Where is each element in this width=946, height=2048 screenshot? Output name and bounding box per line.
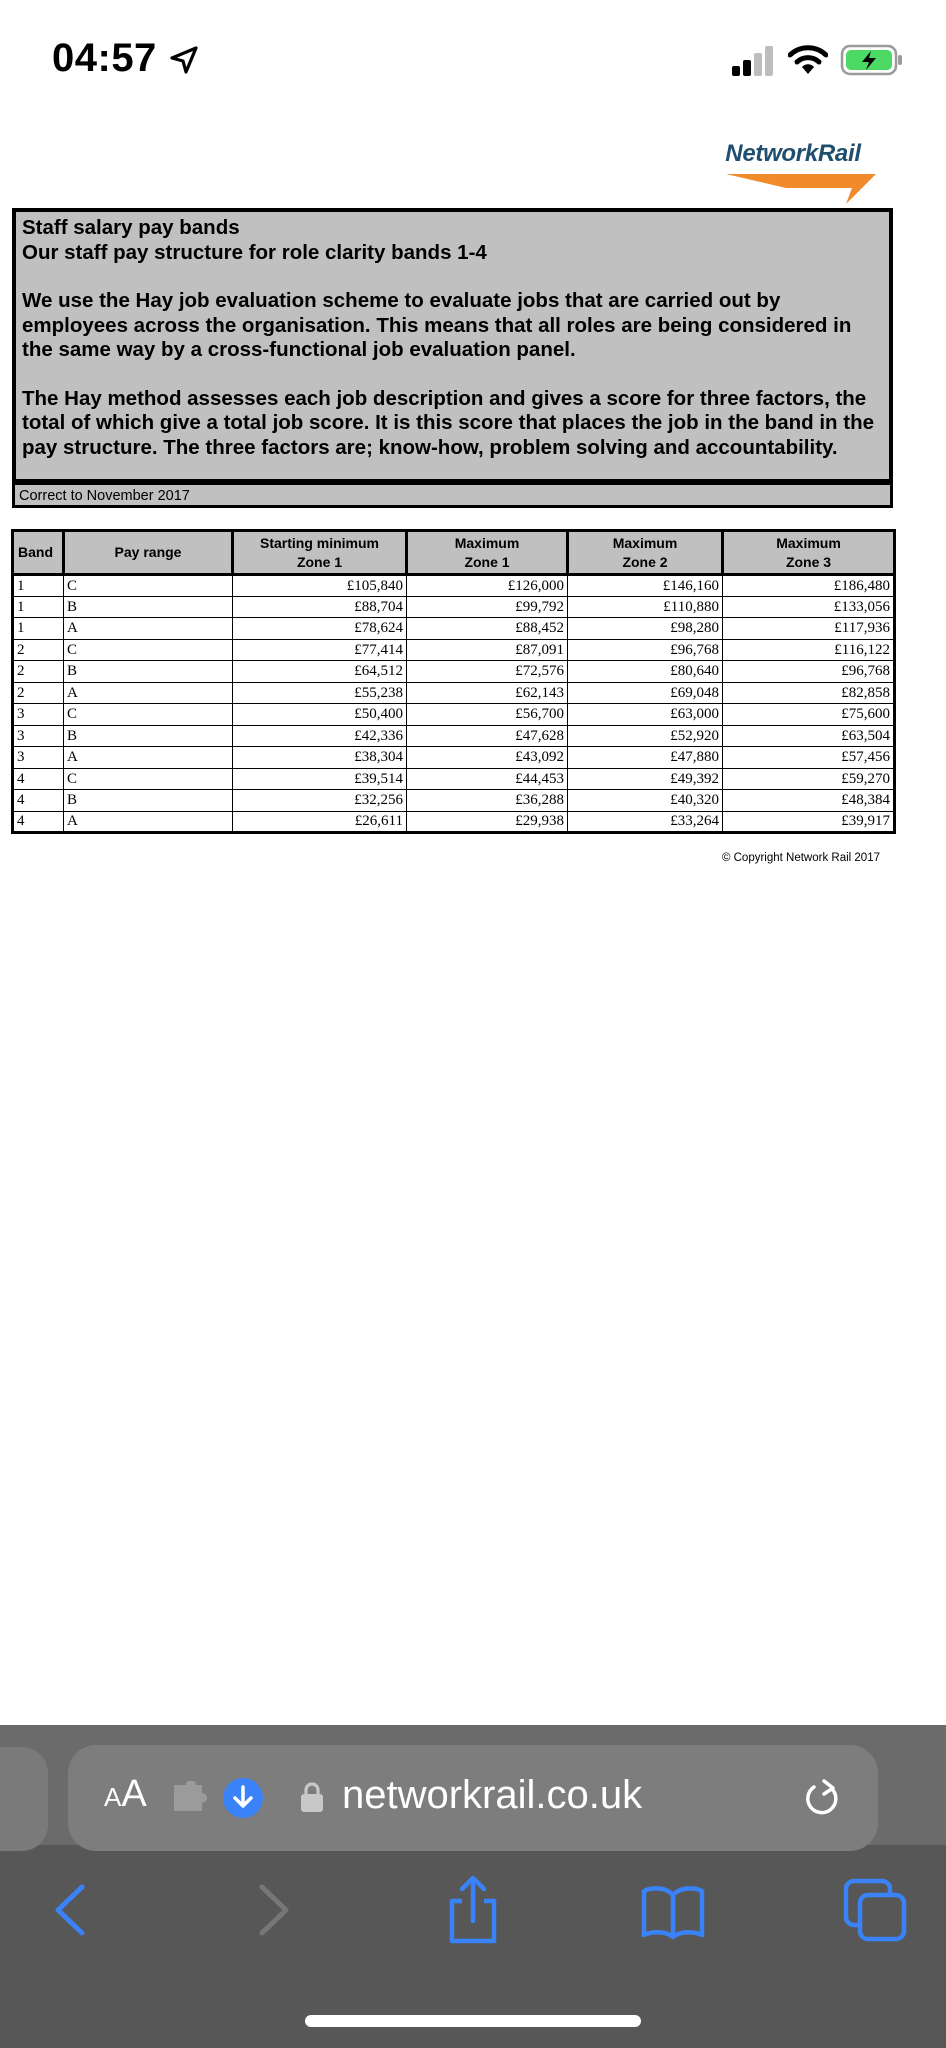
cell-starting-min-zone1: £38,304 (233, 747, 407, 769)
cell-band: 4 (13, 768, 64, 790)
cell-pay-range: A (64, 618, 233, 640)
header-max-zone1: Maximum Zone 1 (407, 531, 568, 575)
table-row (13, 639, 895, 661)
cell-max-zone3: £117,936 (723, 618, 895, 640)
cell-pay-range: B (64, 661, 233, 683)
cell-band: 1 (13, 596, 64, 618)
cellular-signal-icon (732, 46, 776, 76)
cell-starting-min-zone1: £50,400 (233, 704, 407, 726)
cell-pay-range: C (64, 704, 233, 726)
cell-max-zone1: £62,143 (407, 682, 568, 704)
cell-max-zone1: £126,000 (407, 575, 568, 597)
browser-bottom-chrome (0, 1725, 946, 2048)
home-indicator (305, 2015, 641, 2027)
info-subtitle: Our staff pay structure for role clarity bands 1-4 (22, 240, 487, 264)
cell-pay-range: B (64, 596, 233, 618)
cell-pay-range: C (64, 639, 233, 661)
header-max-zone2: Maximum Zone 2 (568, 531, 723, 575)
header-max-zone3: Maximum Zone 3 (723, 531, 895, 575)
cell-pay-range: C (64, 575, 233, 597)
cell-starting-min-zone1: £26,611 (233, 811, 407, 833)
table-header-row (13, 531, 895, 575)
header-band: Band (13, 531, 64, 575)
tabs-icon[interactable] (840, 1875, 910, 1945)
pay-bands-table (11, 529, 896, 834)
cell-starting-min-zone1: £64,512 (233, 661, 407, 683)
cell-starting-min-zone1: £105,840 (233, 575, 407, 597)
address-bar[interactable] (68, 1745, 878, 1851)
cell-max-zone2: £33,264 (568, 811, 723, 833)
cell-max-zone2: £110,880 (568, 596, 723, 618)
cell-max-zone1: £44,453 (407, 768, 568, 790)
cell-band: 3 (13, 725, 64, 747)
forward-chevron-icon[interactable] (238, 1875, 308, 1945)
extension-puzzle-icon[interactable] (172, 1781, 212, 1815)
cell-max-zone3: £48,384 (723, 790, 895, 812)
wifi-icon (788, 44, 828, 76)
cell-max-zone3: £82,858 (723, 682, 895, 704)
location-arrow-icon (168, 44, 200, 76)
cell-band: 1 (13, 575, 64, 597)
cell-max-zone1: £47,628 (407, 725, 568, 747)
header-pay-range: Pay range (64, 531, 233, 575)
table-row (13, 725, 895, 747)
cell-max-zone3: £75,600 (723, 704, 895, 726)
cell-max-zone1: £87,091 (407, 639, 568, 661)
reader-text-size-button[interactable]: AA (104, 1773, 147, 1815)
reload-icon[interactable] (802, 1777, 842, 1819)
table-row (13, 575, 895, 597)
table-row (13, 811, 895, 833)
url-text[interactable]: networkrail.co.uk (342, 1773, 643, 1817)
cell-starting-min-zone1: £88,704 (233, 596, 407, 618)
cell-max-zone1: £99,792 (407, 596, 568, 618)
status-time: 04:57 (52, 36, 157, 80)
cell-max-zone3: £116,122 (723, 639, 895, 661)
cell-max-zone1: £43,092 (407, 747, 568, 769)
cell-pay-range: C (64, 768, 233, 790)
cell-band: 4 (13, 811, 64, 833)
lock-icon (300, 1781, 324, 1813)
cell-max-zone3: £186,480 (723, 575, 895, 597)
correct-note: Correct to November 2017 (12, 482, 893, 508)
bookmarks-icon[interactable] (638, 1875, 708, 1945)
cell-pay-range: A (64, 747, 233, 769)
cell-starting-min-zone1: £39,514 (233, 768, 407, 790)
table-row (13, 704, 895, 726)
table-row (13, 596, 895, 618)
cell-starting-min-zone1: £42,336 (233, 725, 407, 747)
cell-max-zone2: £49,392 (568, 768, 723, 790)
cell-starting-min-zone1: £77,414 (233, 639, 407, 661)
battery-charging-icon (840, 44, 904, 76)
cell-band: 4 (13, 790, 64, 812)
cell-max-zone2: £63,000 (568, 704, 723, 726)
cell-pay-range: B (64, 790, 233, 812)
info-box (12, 208, 893, 484)
status-bar (0, 0, 946, 110)
cell-max-zone3: £39,917 (723, 811, 895, 833)
cell-max-zone2: £98,280 (568, 618, 723, 640)
cell-max-zone3: £96,768 (723, 661, 895, 683)
cell-pay-range: A (64, 682, 233, 704)
copyright: © Copyright Network Rail 2017 (721, 852, 880, 864)
cell-band: 2 (13, 682, 64, 704)
cell-band: 3 (13, 747, 64, 769)
cell-max-zone2: £96,768 (568, 639, 723, 661)
cell-max-zone2: £52,920 (568, 725, 723, 747)
table-row (13, 661, 895, 683)
info-paragraph-1: We use the Hay job evaluation scheme to evaluate jobs that are carried out by employees across the organisation. This means that all roles are being considered in the same way by a cross-functional job evaluation panel. (22, 289, 852, 361)
table-row (13, 618, 895, 640)
cell-band: 2 (13, 639, 64, 661)
info-paragraph-2: The Hay method assesses each job description and gives a score for three factors, the total of which give a total job score. It is this score that places the job in the band in the pay structure. The three factors are; know-how, problem solving and accountability. (22, 386, 875, 459)
cell-starting-min-zone1: £78,624 (233, 618, 407, 640)
header-starting-min-zone1: Starting minimum Zone 1 (233, 531, 407, 575)
info-title: Staff salary pay bands (22, 216, 240, 239)
table-row (13, 682, 895, 704)
cell-band: 1 (13, 618, 64, 640)
network-rail-logo[interactable] (706, 140, 880, 204)
cell-max-zone1: £29,938 (407, 811, 568, 833)
cell-max-zone2: £40,320 (568, 790, 723, 812)
cell-max-zone3: £57,456 (723, 747, 895, 769)
cell-max-zone1: £88,452 (407, 618, 568, 640)
cell-starting-min-zone1: £32,256 (233, 790, 407, 812)
table-row (13, 768, 895, 790)
logo-arrow-icon (726, 170, 876, 204)
table-row (13, 747, 895, 769)
cell-max-zone1: £56,700 (407, 704, 568, 726)
cell-max-zone2: £80,640 (568, 661, 723, 683)
cell-band: 3 (13, 704, 64, 726)
logo-text: NetworkRail (725, 140, 861, 167)
cell-starting-min-zone1: £55,238 (233, 682, 407, 704)
cell-pay-range: A (64, 811, 233, 833)
cell-max-zone2: £69,048 (568, 682, 723, 704)
browser-toolbar (0, 1875, 946, 1965)
cell-max-zone1: £36,288 (407, 790, 568, 812)
download-icon[interactable] (222, 1777, 264, 1819)
cell-max-zone2: £47,880 (568, 747, 723, 769)
previous-tab-peek[interactable] (0, 1747, 48, 1851)
cell-max-zone1: £72,576 (407, 661, 568, 683)
cell-max-zone3: £133,056 (723, 596, 895, 618)
share-icon[interactable] (438, 1875, 508, 1945)
table-row (13, 790, 895, 812)
cell-band: 2 (13, 661, 64, 683)
back-chevron-icon[interactable] (36, 1875, 106, 1945)
cell-pay-range: B (64, 725, 233, 747)
cell-max-zone3: £63,504 (723, 725, 895, 747)
cell-max-zone2: £146,160 (568, 575, 723, 597)
cell-max-zone3: £59,270 (723, 768, 895, 790)
